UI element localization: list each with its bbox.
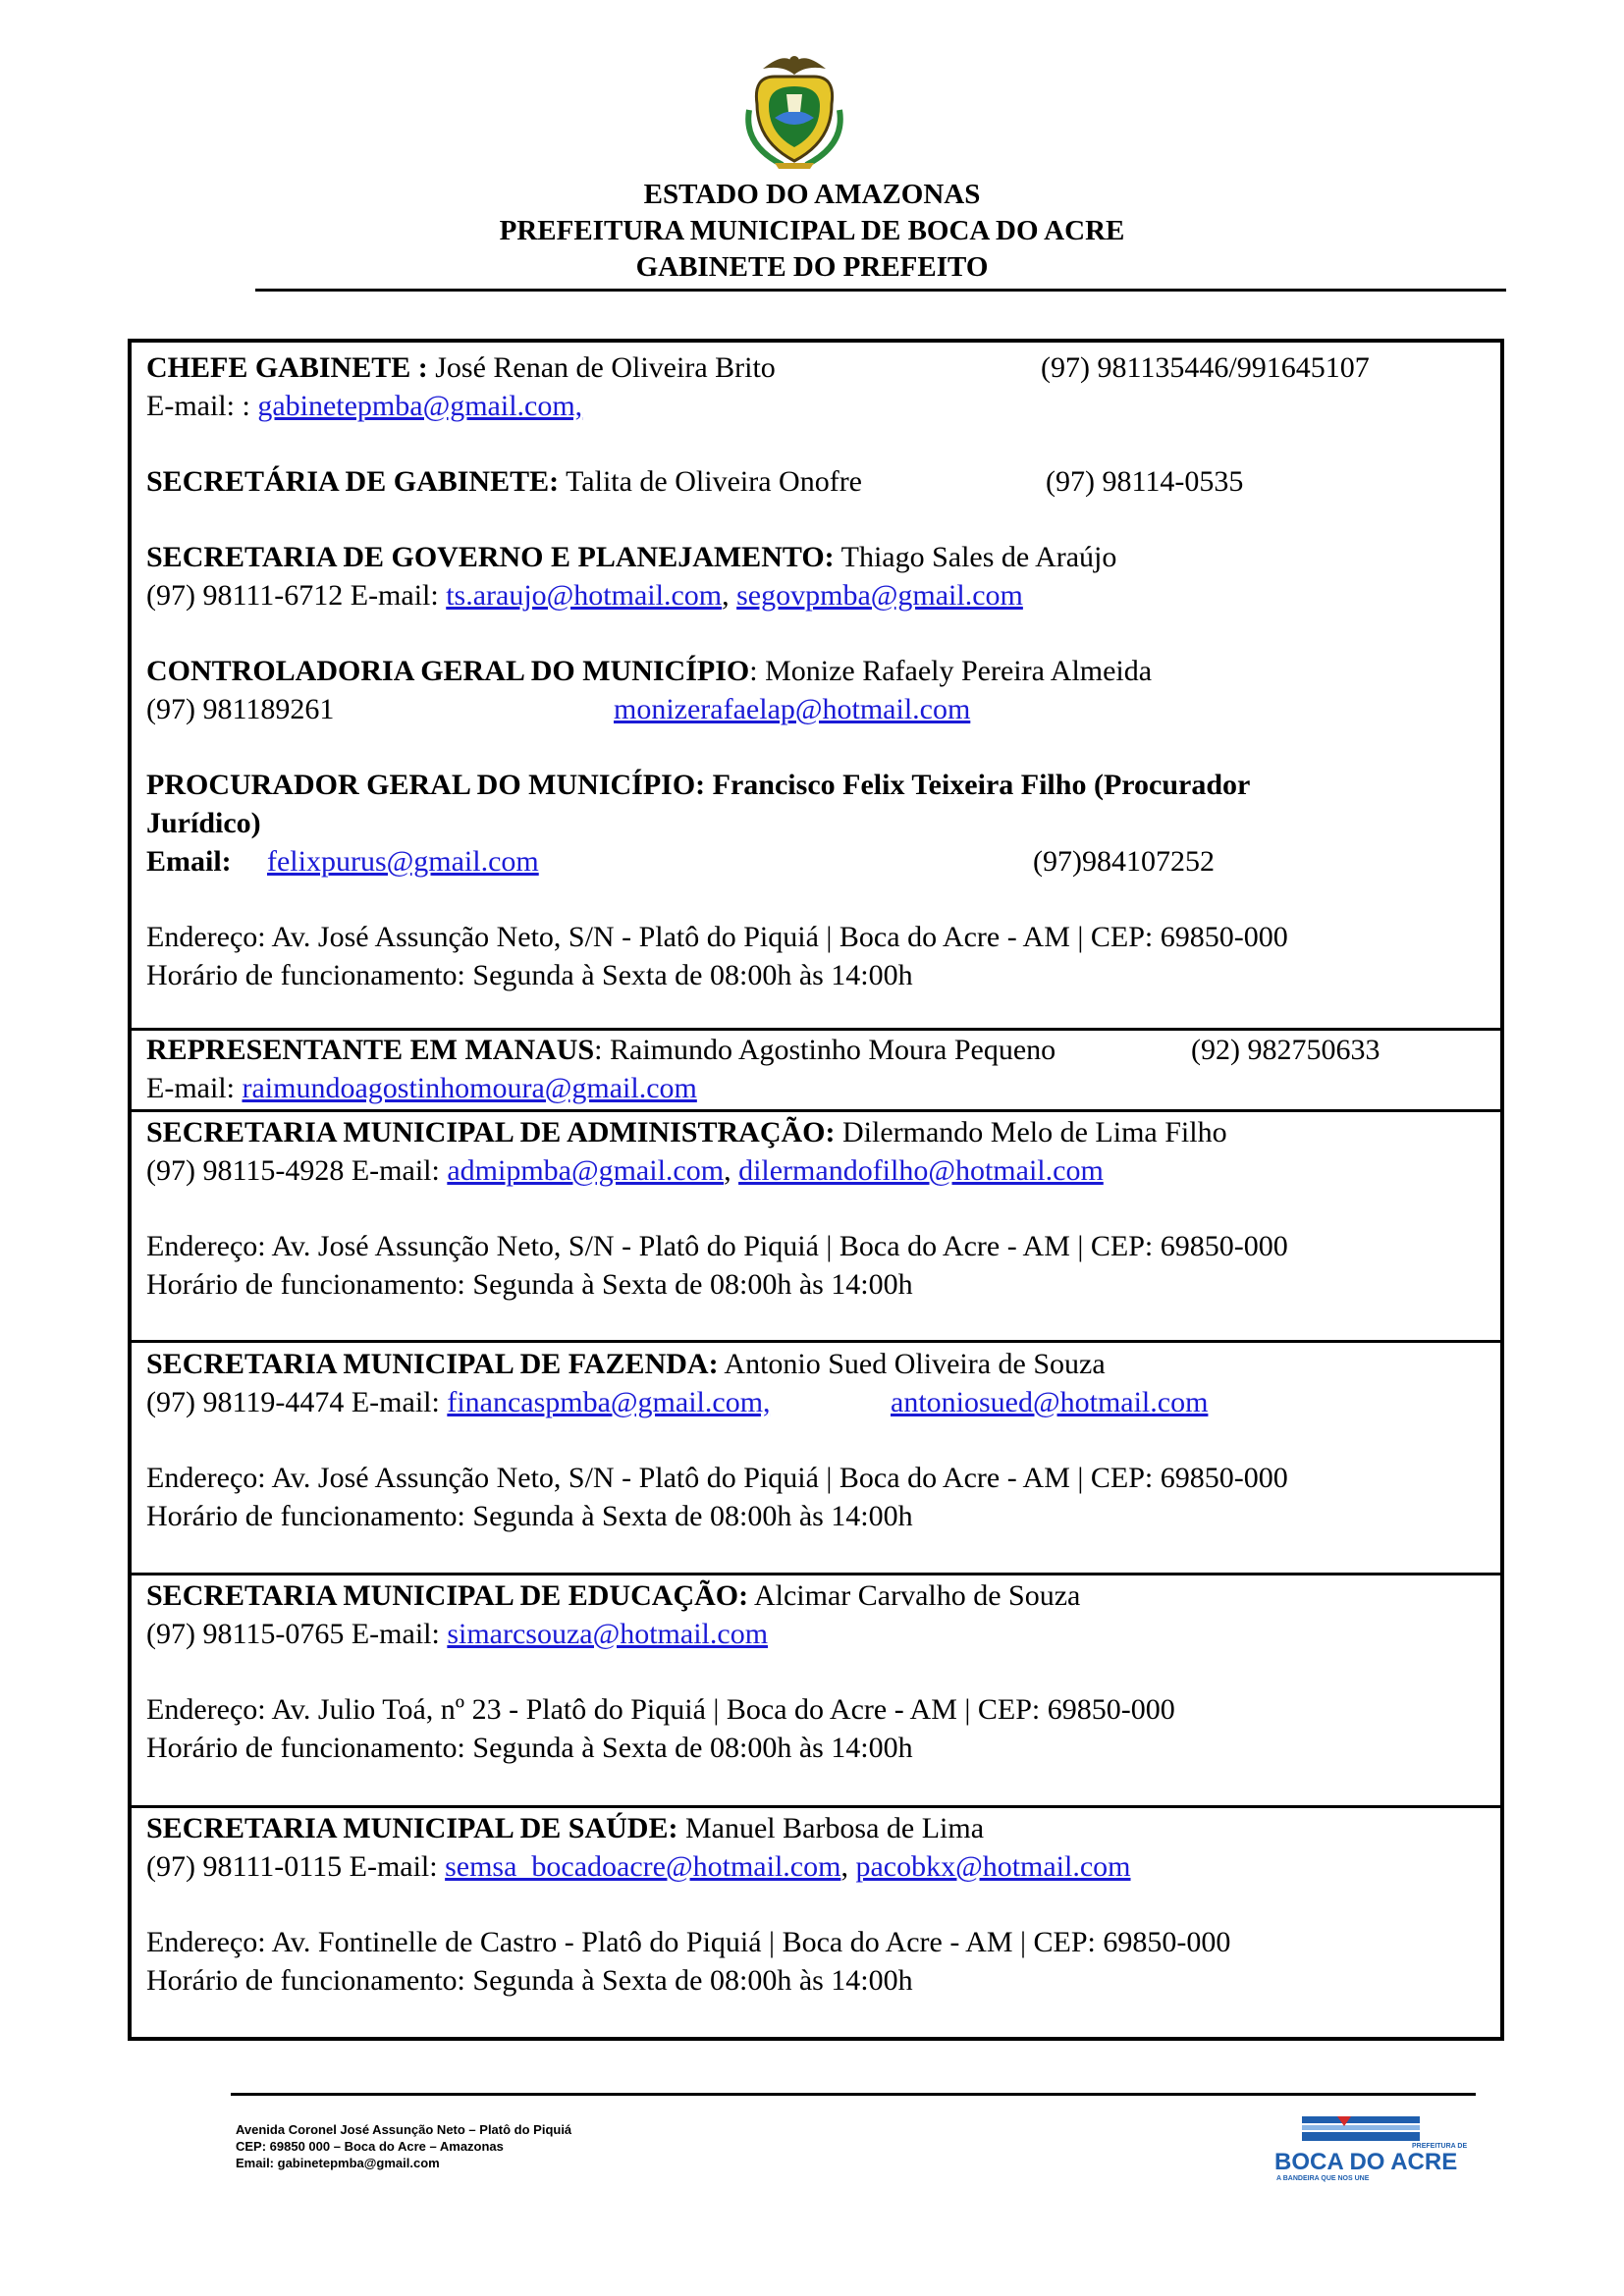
administracao-address: Endereço: Av. José Assunção Neto, S/N - Platô do Piquiá | Boca do Acre - AM | CEP: 69850-000 [146, 1230, 1288, 1262]
representante-section [132, 1031, 1500, 1107]
section-divider [132, 1573, 1500, 1575]
educacao-section [132, 1576, 1500, 1767]
administracao-contact-line [146, 1151, 1490, 1190]
representante-name: : Raimundo Agostinho Moura Pequeno [594, 1034, 1056, 1066]
representante-email-label: E-mail: [146, 1072, 243, 1104]
fazenda-section [132, 1345, 1500, 1535]
fazenda-hours: Horário de funcionamento: Segunda à Sexta de 08:00h às 14:00h [146, 1500, 913, 1532]
chefe-line [146, 348, 1490, 387]
educacao-name: Alcimar Carvalho de Souza [748, 1579, 1081, 1612]
representante-title: REPRESENTANTE EM MANAUS [146, 1034, 595, 1066]
administracao-section [132, 1113, 1500, 1304]
logo-small-text: PREFEITURA DE [1412, 2143, 1468, 2150]
educacao-hours: Horário de funcionamento: Segunda à Sexta de 08:00h às 14:00h [146, 1732, 913, 1764]
saude-contact-line [146, 1847, 1490, 1886]
chefe-email-label: E-mail: : [146, 390, 258, 422]
procurador-email-link[interactable]: felixpurus@gmail.com [267, 845, 539, 878]
saude-email-link-1[interactable]: semsa_bocadoacre@hotmail.com [445, 1850, 841, 1883]
gabinete-hours: Horário de funcionamento: Segunda à Sexta de 08:00h às 14:00h [146, 959, 913, 991]
governo-contact-line [146, 576, 1490, 614]
educacao-contact-line [146, 1615, 1490, 1653]
logo-tagline: A BANDEIRA QUE NOS UNE [1276, 2175, 1370, 2182]
gabinete-section [132, 348, 1500, 994]
controladoria-email-link[interactable]: monizerafaelap@hotmail.com [614, 693, 971, 725]
saude-address: Endereço: Av. Fontinelle de Castro - Platô do Piquiá | Boca do Acre - AM | CEP: 69850-000 [146, 1926, 1231, 1958]
procurador-line-1: PROCURADOR GERAL DO MUNICÍPIO: Francisco Felix Teixeira Filho (Procurador [146, 769, 1251, 801]
representante-email-link[interactable]: raimundoagostinhomoura@gmail.com [242, 1072, 697, 1104]
controladoria-contact-line [146, 690, 1490, 728]
governo-phone: (97) 98111-6712 E-mail: [146, 579, 447, 612]
educacao-address: Endereço: Av. Julio Toá, nº 23 - Platô do Piquiá | Boca do Acre - AM | CEP: 69850-000 [146, 1693, 1175, 1726]
contacts-box [128, 339, 1504, 2041]
footer-line-1: Avenida Coronel José Assunção Neto – Platô do Piquiá [236, 2122, 572, 2137]
office-title: GABINETE DO PREFEITO [635, 251, 989, 283]
educacao-phone: (97) 98115-0765 E-mail: [146, 1618, 448, 1650]
chefe-email-line [146, 387, 1490, 425]
fazenda-line [146, 1345, 1490, 1383]
chefe-email-link[interactable]: gabinetepmba@gmail.com, [257, 390, 583, 422]
chefe-phone: (97) 981135446/991645107 [1041, 351, 1370, 384]
governo-email-separator: , [722, 579, 737, 612]
section-divider [132, 1109, 1500, 1112]
chefe-name: José Renan de Oliveira Brito [427, 351, 776, 384]
controladoria-phone: (97) 981189261 [146, 693, 335, 725]
governo-email-link-1[interactable]: ts.araujo@hotmail.com [446, 579, 723, 612]
saude-email-link-2[interactable]: pacobkx@hotmail.com [855, 1850, 1131, 1883]
logo-name: BOCA DO ACRE [1274, 2149, 1458, 2175]
governo-line [146, 538, 1490, 576]
administracao-name: Dilermando Melo de Lima Filho [835, 1116, 1227, 1148]
representante-email-line [146, 1069, 1490, 1107]
controladoria-title: CONTROLADORIA GERAL DO MUNICÍPIO [146, 655, 750, 687]
coat-of-arms-icon [735, 47, 853, 171]
controladoria-name: : Monize Rafaely Pereira Almeida [749, 655, 1153, 687]
boca-do-acre-logo [1272, 2110, 1468, 2183]
footer-line-2: CEP: 69850 000 – Boca do Acre – Amazonas [236, 2139, 504, 2154]
fazenda-contact-line [146, 1383, 1490, 1421]
representante-line [146, 1031, 1490, 1069]
fazenda-phone: (97) 98119-4474 E-mail: [146, 1386, 448, 1418]
header-rule [255, 289, 1506, 292]
footer-line-3: Email: gabinetepmba@gmail.com [236, 2156, 440, 2170]
footer-address [236, 2121, 571, 2171]
chefe-title: CHEFE GABINETE : [146, 351, 428, 384]
administracao-phone: (97) 98115-4928 E-mail: [146, 1154, 448, 1187]
saude-phone: (97) 98111-0115 E-mail: [146, 1850, 446, 1883]
procurador-phone: (97)984107252 [1033, 845, 1215, 878]
prefecture-title: PREFEITURA MUNICIPAL DE BOCA DO ACRE [499, 215, 1125, 246]
fazenda-title: SECRETARIA MUNICIPAL DE FAZENDA: [146, 1348, 719, 1380]
administracao-line [146, 1113, 1490, 1151]
saude-section [132, 1809, 1500, 2000]
saude-hours: Horário de funcionamento: Segunda à Sexta de 08:00h às 14:00h [146, 1964, 913, 1997]
fazenda-name: Antonio Sued Oliveira de Souza [718, 1348, 1106, 1380]
fazenda-email-link-2[interactable]: antoniosued@hotmail.com [891, 1386, 1209, 1418]
saude-line [146, 1809, 1490, 1847]
secretaria-gabinete-name: Talita de Oliveira Onofre [559, 465, 863, 498]
state-title: ESTADO DO AMAZONAS [643, 179, 981, 210]
saude-title: SECRETARIA MUNICIPAL DE SAÚDE: [146, 1812, 678, 1844]
representante-phone: (92) 982750633 [1191, 1034, 1380, 1066]
document-header [0, 177, 1624, 286]
fazenda-email-link-1[interactable]: financaspmba@gmail.com, [447, 1386, 771, 1418]
procurador-contact-line [146, 842, 1490, 881]
saude-name: Manuel Barbosa de Lima [677, 1812, 985, 1844]
administracao-email-link-1[interactable]: admipmba@gmail.com [447, 1154, 725, 1187]
administracao-title: SECRETARIA MUNICIPAL DE ADMINISTRAÇÃO: [146, 1116, 836, 1148]
procurador-line-2: Jurídico) [146, 807, 261, 839]
governo-email-link-2[interactable]: segovpmba@gmail.com [736, 579, 1023, 612]
fazenda-address: Endereço: Av. José Assunção Neto, S/N - Platô do Piquiá | Boca do Acre - AM | CEP: 69850-000 [146, 1462, 1288, 1494]
saude-email-separator: , [840, 1850, 856, 1883]
secretaria-gabinete-phone: (97) 98114-0535 [1046, 465, 1244, 498]
educacao-title: SECRETARIA MUNICIPAL DE EDUCAÇÃO: [146, 1579, 749, 1612]
governo-title: SECRETARIA DE GOVERNO E PLANEJAMENTO: [146, 541, 835, 573]
administracao-email-link-2[interactable]: dilermandofilho@hotmail.com [738, 1154, 1104, 1187]
gabinete-address: Endereço: Av. José Assunção Neto, S/N - Platô do Piquiá | Boca do Acre - AM | CEP: 69850-000 [146, 921, 1288, 953]
administracao-email-separator: , [724, 1154, 739, 1187]
governo-name: Thiago Sales de Araújo [834, 541, 1117, 573]
procurador-email-label: Email: [146, 845, 232, 878]
footer-rule [231, 2093, 1476, 2096]
secretaria-gabinete-title: SECRETÁRIA DE GABINETE: [146, 465, 560, 498]
controladoria-line [146, 652, 1490, 690]
educacao-line [146, 1576, 1490, 1615]
secretaria-gabinete-line [146, 462, 1490, 501]
section-divider [132, 1340, 1500, 1343]
educacao-email-link[interactable]: simarcsouza@hotmail.com [447, 1618, 769, 1650]
administracao-hours: Horário de funcionamento: Segunda à Sexta de 08:00h às 14:00h [146, 1268, 913, 1301]
section-divider [132, 1805, 1500, 1808]
